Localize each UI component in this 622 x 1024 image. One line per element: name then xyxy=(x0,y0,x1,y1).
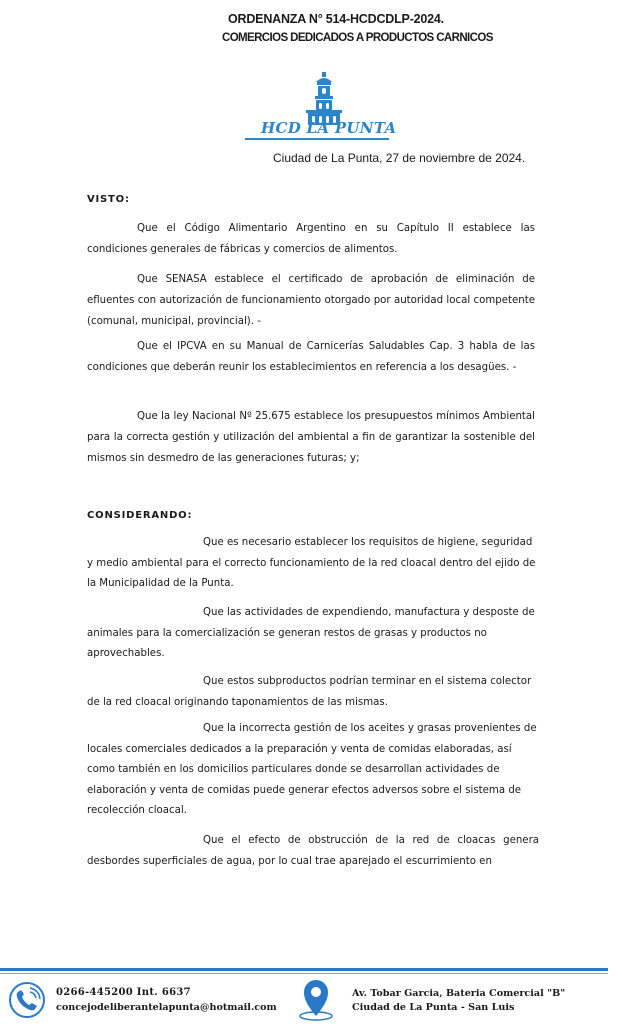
section-heading-visto: VISTO: xyxy=(87,194,130,205)
location-pin-icon xyxy=(292,976,340,1022)
visto-paragraph: Que el Código Alimentario Argentino en su Capítulo II establece las condiciones generales de fábricas y comercios de alimentos. xyxy=(87,223,535,255)
considerando-paragraph: Que el efecto de obstrucción de la red de cloacas genera desbordes superficiales de agua, por lo cual trae aparejado el escurrimiento en xyxy=(87,835,539,867)
footer-divider-thin xyxy=(0,973,608,974)
logo-text: HCD LA PUNTA xyxy=(261,119,397,137)
ordinance-title: ORDENANZA N° 514-HCDCDLP-2024. xyxy=(228,12,444,26)
logo-underline xyxy=(245,138,389,140)
section-heading-considerando: CONSIDERANDO: xyxy=(87,510,193,521)
footer-email[interactable]: concejodeliberantelapunta@hotmail.com xyxy=(56,1002,277,1013)
visto-paragraph: Que la ley Nacional Nº 25.675 establece los presupuestos mínimos Ambiental para la correcta gestión y utilización del ambiental a fin de garantizar la sostenible del mismos sin desmedro de las generaciones futuras; y; xyxy=(87,411,535,464)
considerando-paragraph: Que estos subproductos podrían terminar en el sistema colector de la red cloacal originando taponamientos de las mismas. xyxy=(87,676,532,708)
visto-paragraph: Que SENASA establece el certificado de aprobación de eliminación de efluentes con autorización de funcionamiento otorgado por autoridad local competente (comunal, municipal, provincial). - xyxy=(87,274,535,327)
considerando-paragraph: Que es necesario establecer los requisitos de higiene, seguridad y medio ambiental para el correcto funcionamiento de la red cloacal dentro del ejido de la Municipalidad de la Punta. xyxy=(87,537,536,589)
footer-address-line2: Ciudad de La Punta - San Luis xyxy=(352,1002,515,1013)
footer-phone: 0266-445200 Int. 6637 xyxy=(56,987,191,998)
considerando-paragraph: Que la incorrecta gestión de los aceites y grasas provenientes de locales comerciales dedicados a la preparación y venta de comidas elaboradas, así como también en los domicilios particulares donde se desarrollan actividades de elaboración y venta de comidas puede generar efectos adversos sobre el sistema de recolección cloacal. xyxy=(87,723,537,816)
visto-paragraph: Que el IPCVA en su Manual de Carnicerías Saludables Cap. 3 habla de las condiciones que deberán reunir los establecimientos en referencia a los desagües. - xyxy=(87,341,535,373)
footer-divider xyxy=(0,968,608,971)
document-date: Ciudad de La Punta, 27 de noviembre de 2024. xyxy=(273,151,526,165)
considerando-paragraph: Que las actividades de expendiendo, manufactura y desposte de animales para la comercialización se generan restos de grasas y productos no aprovechables. xyxy=(87,607,535,659)
phone-icon xyxy=(6,981,48,1019)
ordinance-subtitle: COMERCIOS DEDICADOS A PRODUCTOS CARNICOS xyxy=(222,32,493,44)
footer-address-line1: Av. Tobar Garcia, Bateria Comercial "B" xyxy=(352,988,566,999)
